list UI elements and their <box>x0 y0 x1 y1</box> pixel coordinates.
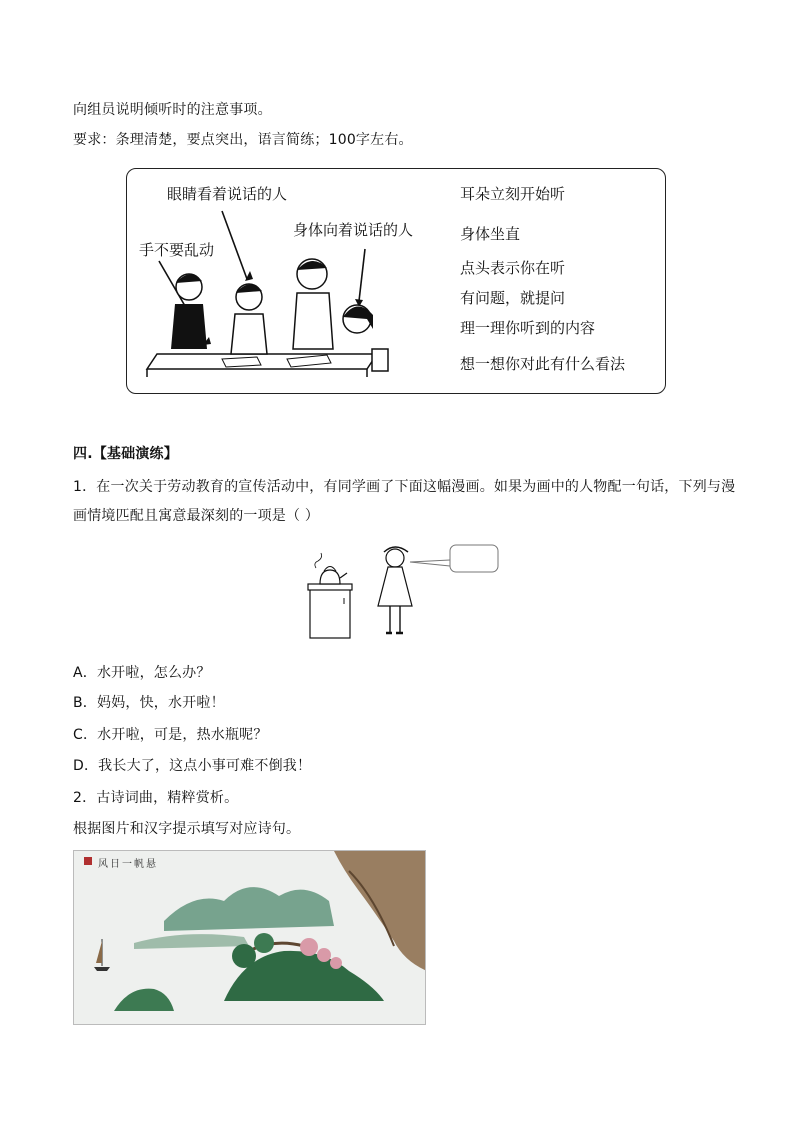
callout-body: 身体向着说话的人 <box>293 221 414 239</box>
intro-line-2: 要求：条理清楚，要点突出，语言简练；100字左右。 <box>73 132 413 148</box>
q1-option-d: D．我长大了，这点小事可难不倒我！ <box>73 758 312 774</box>
landscape-painting <box>73 850 426 1025</box>
q2-instruction: 根据图片和汉字提示填写对应诗句。 <box>73 821 301 837</box>
q1-text-line-2: 画情境匹配且寓意最深刻的一项是（ ） <box>73 508 320 524</box>
q1-option-a: A．水开啦，怎么办？ <box>73 665 211 681</box>
tip-2: 身体坐直 <box>460 225 521 243</box>
tip-3: 点头表示你在听 <box>460 259 566 277</box>
tip-6: 想一想你对此有什么看法 <box>460 355 626 373</box>
callout-eyes: 眼睛看着说话的人 <box>167 185 288 203</box>
q2-title: 2．古诗词曲，精粹赏析。 <box>73 790 239 806</box>
tip-5: 理一理你听到的内容 <box>460 319 596 337</box>
cartoon-girl-kettle <box>300 540 505 645</box>
listening-illustration <box>126 168 666 394</box>
callout-hands: 手不要乱动 <box>139 241 215 259</box>
q1-option-b: B．妈妈，快，水开啦！ <box>73 695 225 711</box>
painting-scene <box>74 851 426 1025</box>
section-title: 四.【基础演练】 <box>73 446 178 462</box>
intro-line-1: 向组员说明倾听时的注意事项。 <box>73 102 272 118</box>
tip-1: 耳朵立刻开始听 <box>460 185 566 203</box>
q1-text-line-1: 1．在一次关于劳动教育的宣传活动中，有同学画了下面这幅漫画。如果为画中的人物配一句话，下列与漫 <box>73 479 736 495</box>
painting-inscription: 风日一帆悬 <box>98 859 158 870</box>
q1-option-c: C．水开啦，可是，热水瓶呢？ <box>73 727 268 743</box>
tip-4: 有问题，就提问 <box>460 289 566 307</box>
